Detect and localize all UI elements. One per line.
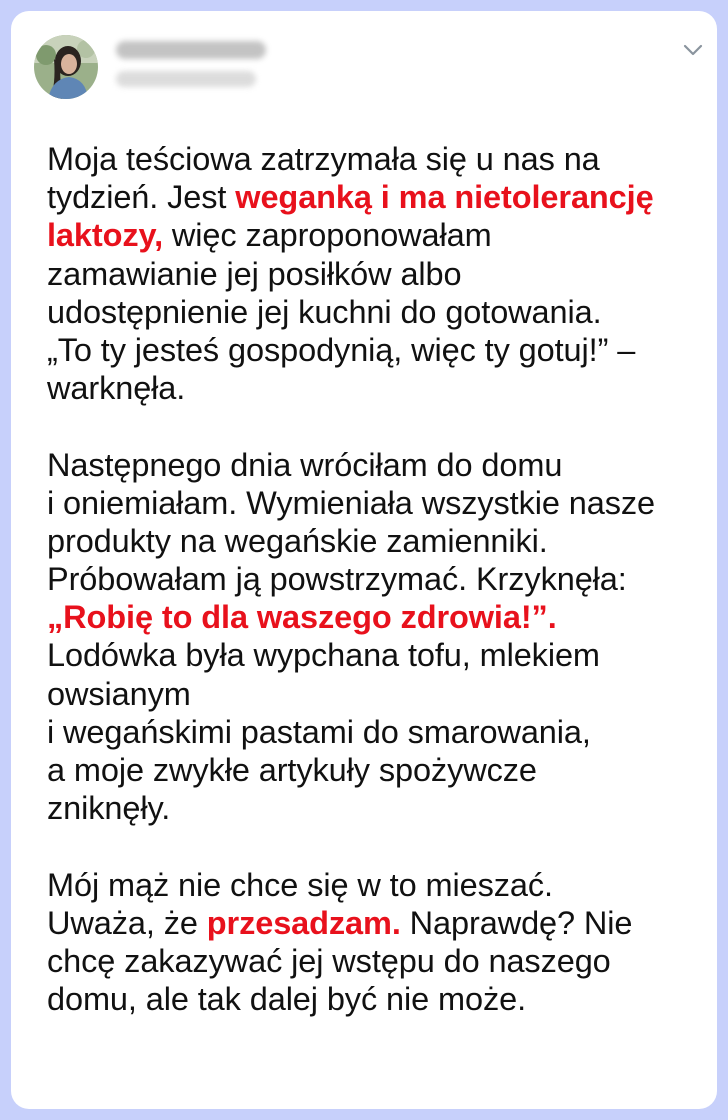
highlighted-text: przesadzam. [206, 904, 401, 941]
paragraph-spacer [47, 407, 707, 445]
tweet-line: a moje zwykłe artykuły spożywcze [47, 752, 537, 788]
highlighted-text: weganką i ma nietolerancję [235, 179, 654, 216]
tweet-card [11, 11, 717, 1109]
tweet-line: tydzień. Jest weganką i ma nietolerancję [47, 179, 654, 216]
tweet-line: zamawianie jej posiłków albo [47, 255, 462, 292]
tweet-line: Lodówka była wypchana tofu, mlekiem [47, 637, 600, 674]
paragraph-spacer [47, 827, 707, 865]
tweet-line: udostępnienie jej kuchni do gotowania. [47, 293, 602, 330]
tweet-line [47, 598, 707, 636]
tweet-line: warknęła. [47, 370, 186, 407]
tweet-line: domu, ale tak dalej być nie może. [47, 981, 527, 1018]
tweet-line: Moja teściowa zatrzymała się u nas na [47, 141, 600, 177]
user-avatar-photo [34, 35, 98, 99]
tweet-line: Następnego dnia wróciłam do domu [47, 446, 563, 483]
chevron-down-icon[interactable] [682, 42, 704, 58]
tweet-line: chcę zakazywać jej wstępu do naszego [47, 942, 611, 979]
tweet-line: produkty na wegańskie zamienniki. [47, 522, 548, 559]
tweet-line: Uważa, że przesadzam. Naprawdę? Nie [47, 904, 633, 941]
tweet-line: Mój mąż nie chce się w to mieszać. [47, 866, 553, 903]
highlighted-text: laktozy, [47, 217, 163, 254]
tweet-line: owsianym [47, 675, 191, 712]
tweet-line: zniknęły. [47, 790, 171, 827]
blurred-username [116, 41, 266, 59]
tweet-line: Próbowałam ją powstrzymać. Krzyknęła: [47, 561, 627, 598]
tweet-line: i oniemiałam. Wymieniała wszystkie nasze [47, 484, 655, 521]
tweet-line: i wegańskimi pastami do smarowania, [47, 713, 591, 750]
highlighted-text: „Robię to dla waszego zdrowia!”. [47, 599, 557, 636]
blurred-handle [116, 71, 256, 87]
tweet-text [47, 140, 707, 1018]
tweet-line: laktozy, więc zaproponowałam [47, 217, 492, 254]
avatar[interactable] [34, 35, 98, 99]
tweet-line: „To ty jesteś gospodynią, więc ty gotuj!” – [47, 331, 636, 368]
